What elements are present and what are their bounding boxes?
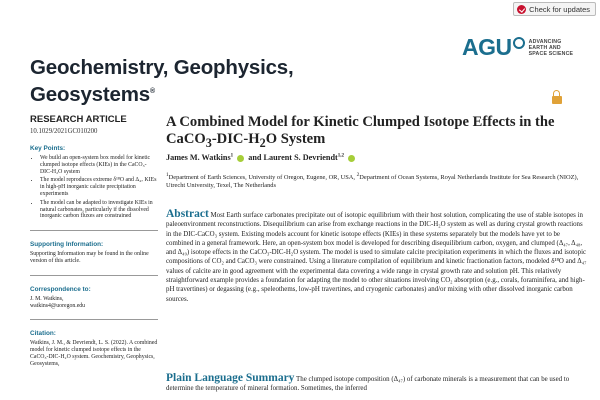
citation-section: [30, 330, 158, 367]
affil-marker: 2: [356, 172, 360, 178]
publisher-tagline: [529, 39, 574, 57]
article-type: RESEARCH ARTICLE: [30, 114, 127, 125]
author-name[interactable]: James M. Watkins: [166, 153, 231, 162]
author-affil-marker: 1,2: [337, 153, 344, 159]
abstract-heading: Abstract: [166, 208, 209, 220]
affiliations: [166, 171, 586, 190]
key-point-item: • The model can be adapted to investigate KIEs in natural carbonates, particularly if the dissolved inorganic carbon fluxes are constrained: [40, 200, 158, 220]
key-points-section: [30, 145, 158, 220]
key-point-item: • We build an open-system box model for kinetic clumped isotope effects (KIEs) in the CaCO₃-DIC-H₂O system: [40, 155, 158, 175]
publisher-tagline-line: ADVANCING: [528, 38, 562, 45]
open-access-lock-icon: [552, 96, 562, 104]
journal-name-line: [30, 80, 294, 107]
check-for-updates-label: Check for updates: [529, 4, 590, 14]
abstract-text: Most Earth surface carbonates precipitate out of isotopic equilibrium with their host solution, complicating the use of stable isotopes in paleoenvironment reconstructions. Disequilibrium can arise from exchange reactions in the DIC-H₂O system as well as during crystal growth reactions in the DIC-CaCO₃ system. Existing models account for kinetic isotope effects (KIEs) in these systems separately but the models have yet to be combined in a general framework. Here, an open-system box model is developed for describing disequilibrium carbon, oxygen, and clumped (Δ₄₇, Δ₄₈, and Δ₄₉) isotope effects in the CaCO₃-DIC-H₂O system. The model is used to simulate calcite precipitation experiments in which the fluxes and isotopic compositions of CO₂ and CaCO₃ were constrained. Using a literature compilation of equilibrium and kinetic fractionation factors, modeled δ¹⁸O and Δ₄₇ values of calcite are in good agreement with the experimental data covering a wide range in crystal growth rate and solution pH. This relatively straightforward example provides a foundation for adapting the model to other situations involving CO₂ absorption (e.g., corals, foraminifera, and high-pH travertines) or degassing (e.g., speleothems, low-pH travertines, and cryogenic carbonates) and/or mixing with other dissolved inorganic carbon sources.: [166, 212, 587, 303]
title-part: -DIC-H: [211, 131, 260, 147]
abstract-section: [166, 210, 588, 304]
affiliation-text: Department of Earth Sciences, University of Oregon, Eugene, OR, USA,: [168, 174, 357, 182]
correspondence-email[interactable]: watkins4@uoregon.edu: [30, 302, 86, 309]
orcid-icon[interactable]: [237, 155, 244, 162]
correspondence-title: Correspondence to:: [30, 285, 91, 293]
publisher-tagline-line: SPACE SCIENCE: [528, 50, 574, 57]
affiliation-text: Department of Ocean Systems, Royal Netherlands Institute for Sea Research (NIOZ), Utrecht University, Texel, The Netherlands: [166, 174, 579, 190]
agu-orbit-icon: [513, 37, 525, 49]
author-name[interactable]: Laurent S. Devriendt: [263, 153, 338, 162]
supporting-info-text: Supporting Information may be found in the online version of this article.: [30, 251, 149, 264]
author-separator: and: [248, 153, 264, 162]
registered-mark: ®: [149, 88, 155, 95]
publisher-tagline-line: EARTH AND: [528, 44, 561, 51]
article-sidebar: [30, 114, 158, 368]
title-subscript: 2: [259, 135, 266, 150]
crossmark-icon: [517, 5, 526, 14]
publisher-logo[interactable]: [462, 34, 573, 61]
sidebar-divider: [30, 230, 158, 231]
author-list: [166, 153, 357, 162]
title-subscript: 3: [205, 135, 212, 150]
check-for-updates-button[interactable]: [513, 2, 596, 16]
citation-title: Citation:: [30, 330, 56, 338]
publisher-name: AGU: [462, 34, 512, 60]
supporting-info-section: [30, 241, 158, 265]
correspondence-section: [30, 286, 158, 310]
title-part: O System: [265, 131, 326, 147]
correspondence-name: J. M. Watkins,: [30, 295, 64, 302]
affil-marker: 1: [166, 172, 169, 178]
plain-language-summary-section: [166, 374, 588, 394]
key-point-item: • The model reproduces extreme δ¹⁸O and Δ₄₇ KIEs in high-pH inorganic calcite precipitation experiments: [40, 177, 158, 197]
key-points-list: [30, 155, 158, 220]
plain-language-summary-heading: Plain Language Summary: [166, 372, 295, 384]
author-affil-marker: 1: [230, 153, 234, 159]
plain-language-summary-text: The clumped isotope composition (Δ₄₇) of carbonate minerals is a measurement that can be used to determine the temperature of mineral formation. Sometimes, the inferred: [166, 376, 570, 393]
journal-name: [30, 56, 294, 107]
supporting-info-title: Supporting Information:: [30, 241, 104, 249]
article-title: [166, 114, 586, 152]
key-points-title: Key Points:: [30, 145, 66, 152]
article-doi[interactable]: 10.1029/2021GC010200: [30, 128, 98, 135]
journal-name-line: Geochemistry, Geophysics,: [30, 56, 294, 79]
sidebar-divider: [30, 275, 158, 276]
citation-text: Watkins, J. M., & Devriendt, L. S. (2022). A combined model for kinetic clumped isotope effects in the CaCO₃-DIC-H₂O system. Geochemistry, Geophysics, Geosystems,: [30, 340, 158, 367]
orcid-icon[interactable]: [348, 155, 355, 162]
journal-name-line-2: Geosystems: [30, 82, 150, 106]
sidebar-divider: [30, 319, 158, 320]
title-part: A Combined Model for Kinetic Clumped Isotope Effects in the CaCO: [166, 114, 555, 147]
